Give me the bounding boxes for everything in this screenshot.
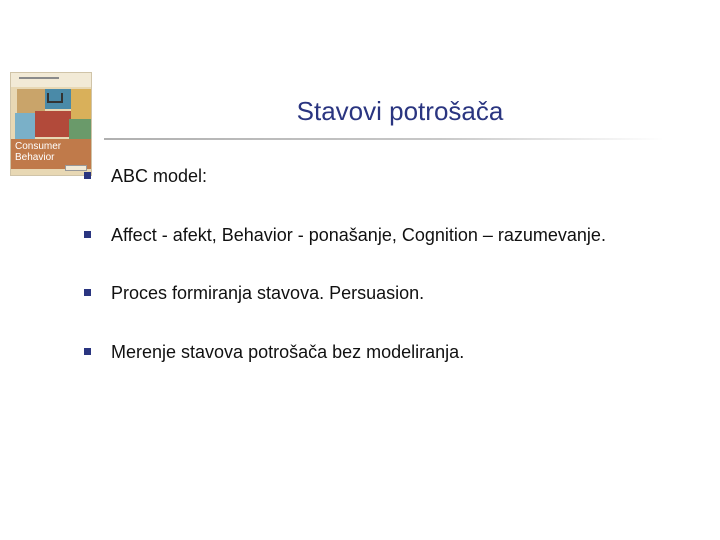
cover-collage-block	[15, 113, 35, 139]
list-item-text: ABC model:	[111, 166, 208, 186]
title-divider	[104, 138, 664, 140]
list-item-text: Affect - afekt, Behavior - ponašanje, Cognition – razumevanje.	[111, 224, 606, 245]
cover-author-line	[19, 77, 59, 79]
square-bullet-icon	[84, 231, 91, 238]
cover-collage-block	[69, 119, 91, 139]
list-item	[84, 219, 704, 278]
list-item	[84, 336, 704, 395]
list-item-text: Merenje stavova potrošača bez modeliranja.	[111, 341, 465, 362]
square-bullet-icon	[84, 348, 91, 355]
bullet-list	[84, 160, 704, 394]
cover-collage-block	[35, 111, 71, 137]
square-bullet-icon	[84, 172, 91, 179]
book-cover-image	[10, 72, 92, 176]
list-item	[84, 277, 704, 336]
cover-collage-block	[71, 89, 91, 119]
cover-top-strip	[11, 73, 91, 87]
list-item-text: Proces formiranja stavova. Persuasion.	[111, 283, 425, 303]
cover-title-line: Behavior	[15, 152, 55, 163]
cover-title-line: Consumer	[15, 141, 62, 152]
shopping-cart-icon	[47, 93, 63, 103]
square-bullet-icon	[84, 289, 91, 296]
cover-collage-block	[17, 89, 45, 113]
cover-title	[15, 141, 61, 163]
list-item	[84, 160, 704, 219]
slide-title: Stavovi potrošača	[296, 96, 504, 126]
